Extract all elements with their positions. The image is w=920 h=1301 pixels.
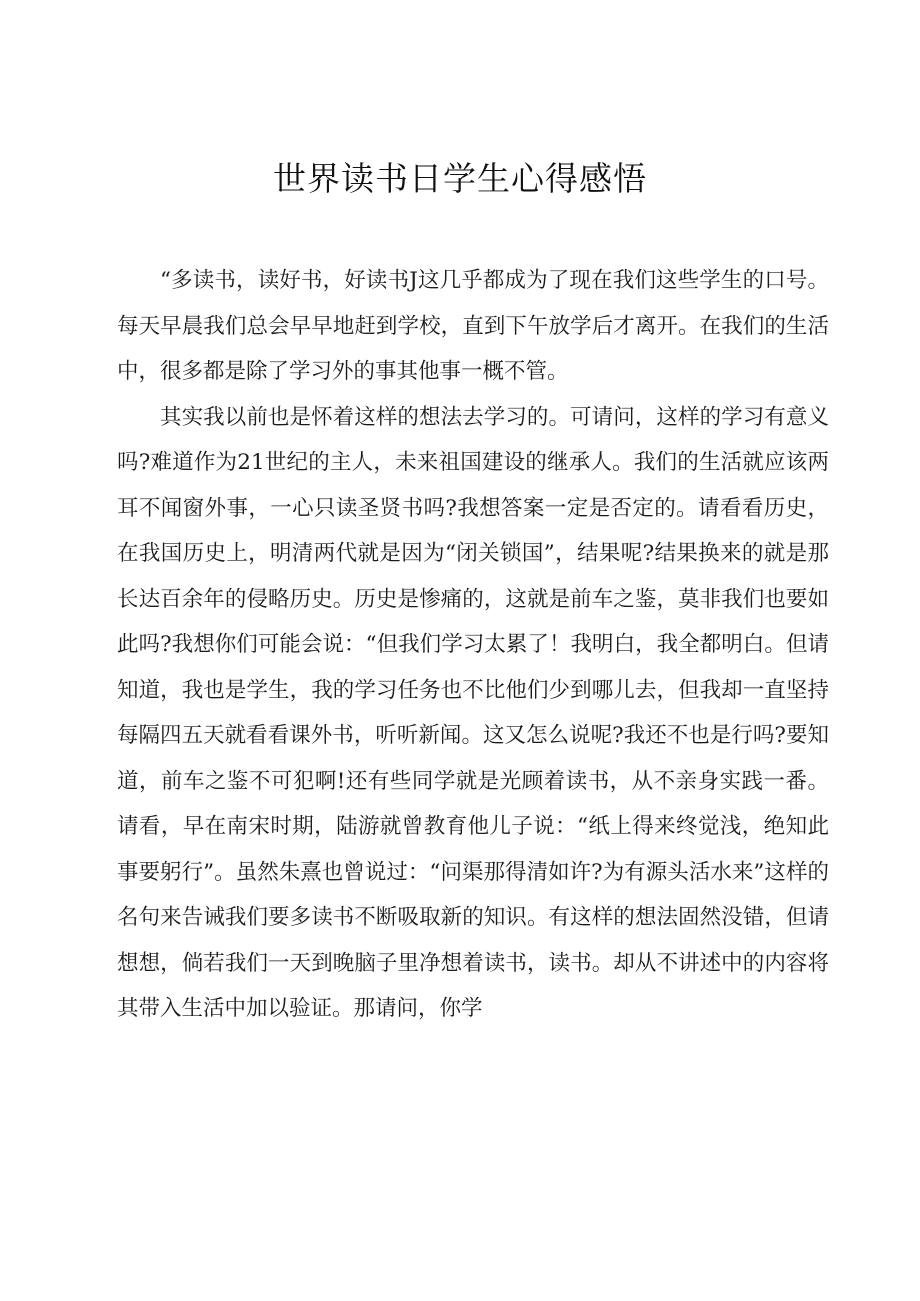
paragraph-1: “多读书，读好书，好读书J这几乎都成为了现在我们这些学生的口号。每天早晨我们总会早早地赶到学校，直到下午放学后才离开。在我们的生活中，很多都是除了学习外的事其他事一概不管。 <box>117 268 829 384</box>
document-body <box>117 258 829 1032</box>
paragraph-2: 其实我以前也是怀着这样的想法去学习的。可请问，这样的学习有意义吗?难道作为21世纪的主人，未来祖国建设的继承人。我们的生活就应该两耳不闻窗外事，一心只读圣贤书吗?我想答案一定是否定的。请看看历史，在我国历史上，明清两代就是因为“闭关锁国”，结果呢?结果换来的就是那长达百余年的侵略历史。历史是惨痛的，这就是前车之鉴，莫非我们也要如此吗?我想你们可能会说：“但我们学习太累了！我明白，我全都明白。但请知道，我也是学生，我的学习任务也不比他们少到哪儿去，但我却一直坚持每隔四五天就看看课外书，听听新闻。这又怎么说呢?我还不也是行吗?要知道，前车之鉴不可犯啊!还有些同学就是光顾着读书，从不亲身实践一番。请看，早在南宋时期，陆游就曾教育他儿子说：“纸上得来终觉浅，绝知此事要躬行”。虽然朱熹也曾说过：“问渠那得清如许?为有源头活水来”这样的名句来告诫我们要多读书不断吸取新的知识。有这样的想法固然没错，但请想想，倘若我们一天到晚脑子里净想着读书，读书。却从不讲述中的内容将其带入生活中加以验证。那请问，你学 <box>117 404 829 1021</box>
document-title: 世界读书日学生心得感悟 <box>273 159 647 198</box>
